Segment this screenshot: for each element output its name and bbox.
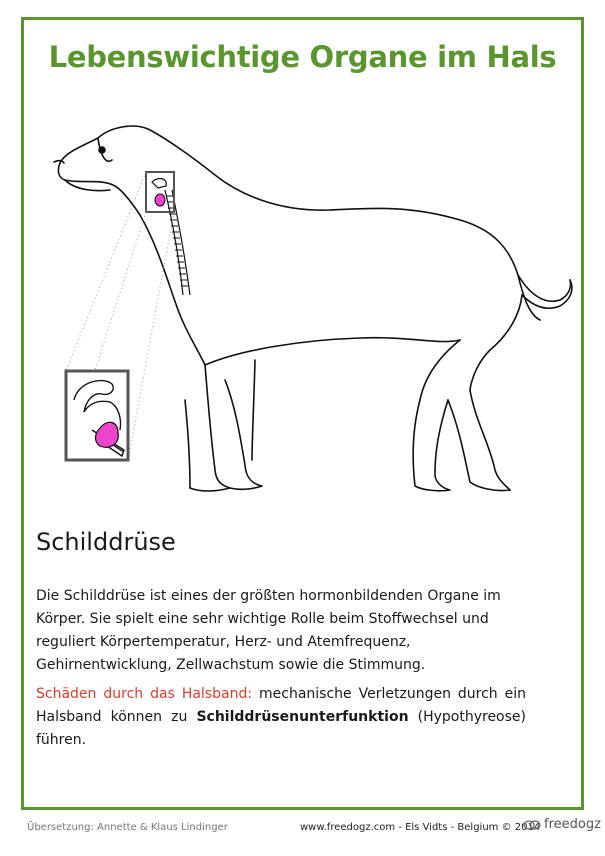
- footer-brand: [523, 817, 601, 832]
- thyroid-small: [155, 194, 165, 206]
- larynx-small: [152, 179, 166, 188]
- damage-label: Schäden durch das Halsband:: [36, 686, 253, 702]
- page-title: Lebenswichtige Organe im Hals: [48, 40, 557, 74]
- trachea: [165, 190, 190, 295]
- dog-outline: [54, 126, 572, 491]
- brand-name: freedogz: [544, 817, 601, 832]
- footer-translation: Übersetzung: Annette & Klaus Lindinger: [27, 822, 228, 833]
- damage-bold-term: Schilddrüsenunterfunktion: [196, 709, 409, 725]
- footer-credit: www.freedogz.com - Els Vidts - Belgium © 2014: [300, 822, 541, 833]
- damage-text-after: (Hypothyreose) führen.: [36, 709, 526, 748]
- dog-illustration: [40, 100, 575, 520]
- damage-text-before: mechanische Verletzungen durch ein Halsband können zu: [36, 686, 527, 725]
- section-heading: Schilddrüse: [36, 528, 176, 556]
- thyroid-description: Die Schilddrüse ist eines der größten hormonbildenden Organe im Körper. Sie spielt eine sehr wichtige Rolle beim Stoffwechsel und reguliert Körpertemperatur, Herz- und Atemfrequenz, Gehirnentwicklung, Zellwachstum sowie die Stimmung.: [36, 588, 501, 673]
- freedogz-logo-icon: [523, 819, 541, 831]
- collar-damage-paragraph: [36, 683, 526, 752]
